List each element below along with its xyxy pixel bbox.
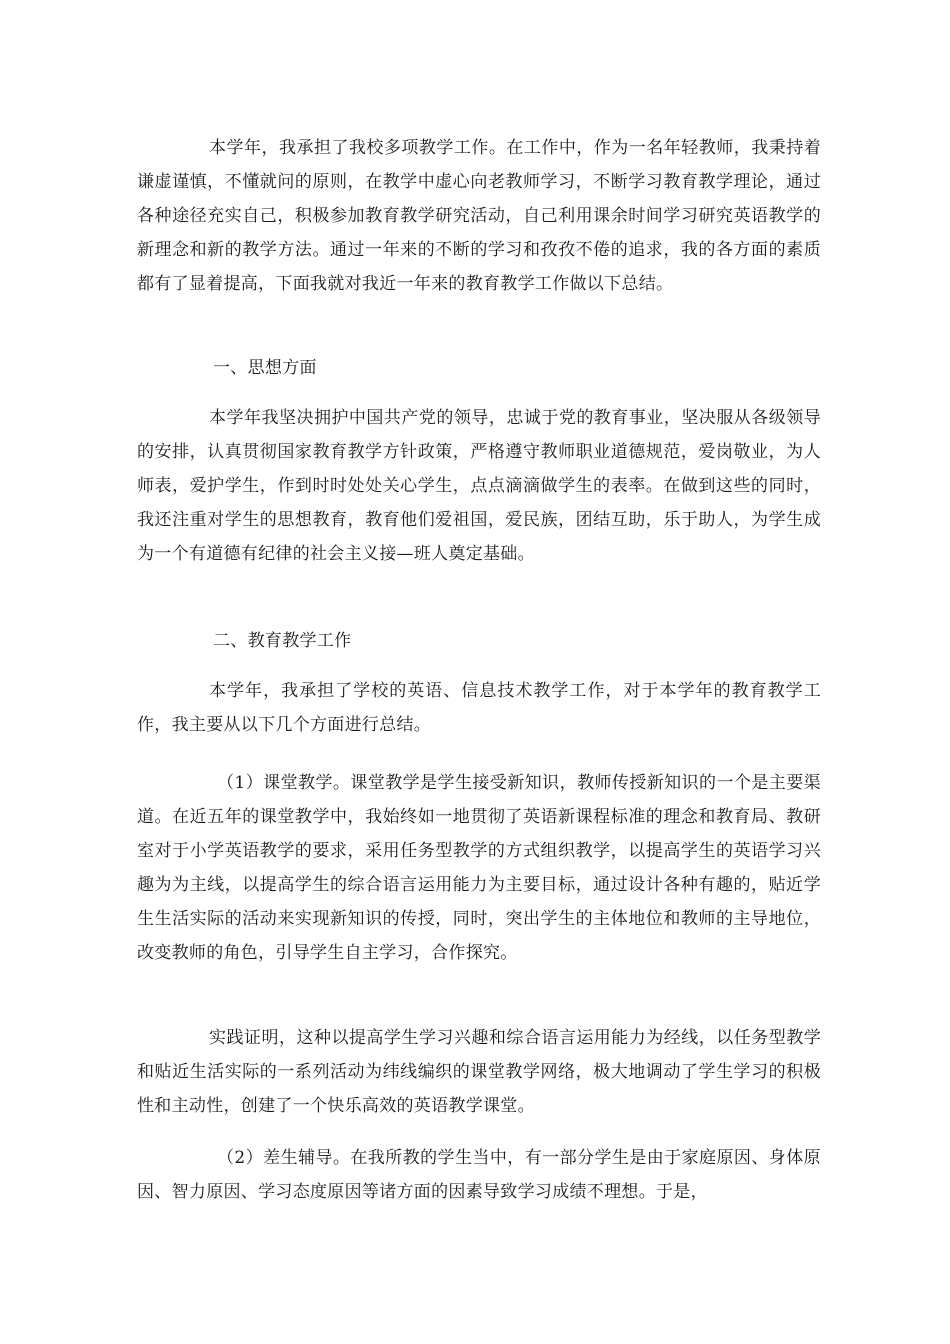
paragraph-classroom-teaching: （1）课堂教学。课堂教学是学生接受新知识，教师传授新知识的一个是主要渠道。在近五年的课堂教学中，我始终如一地贯彻了英语新课程标准的理念和教育局、教研室对于小学英语教学的要求，采用任务型教学的方式组织教学，以提高学生的英语学习兴趣为为主线，以提高学生的综合语言运用能力为主要目标，通过设计各种有趣的，贴近学生生活实际的活动来实现新知识的传授，同时，突出学生的主体地位和教师的主导地位，改变教师的角色，引导学生自主学习，合作探究。 (137, 773, 821, 963)
paragraph-intro: 本学年，我承担了我校多项教学工作。在工作中，作为一名年轻教师，我秉持着谦虚谨慎，不懂就问的原则，在教学中虚心向老教师学习，不断学习教育教学理论，通过各种途径充实自己，积极参加教育教学研究活动，自己利用课余时间学习研究英语教学的新理念和新的教学方法。通过一年来的不断的学习和孜孜不倦的追求，我的各方面的素质都有了显着提高，下面我就对我近一年来的教育教学工作做以下总结。 (137, 138, 821, 294)
paragraph-teaching-intro: 本学年，我承担了学校的英语、信息技术教学工作，对于本学年的教育教学工作，我主要从以下几个方面进行总结。 (137, 681, 821, 735)
paragraph-tutoring: （2）差生辅导。在我所教的学生当中，有一部分学生是由于家庭原因、身体原因、智力原因、学习态度原因等诸方面的因素导致学习成绩不理想。于是， (137, 1148, 821, 1202)
section-heading-ideology: 一、思想方面 (213, 358, 317, 378)
paragraph-ideology: 本学年我坚决拥护中国共产党的领导，忠诚于党的教育事业，坚决服从各级领导的安排，认真贯彻国家教育教学方针政策，严格遵守教师职业道德规范，爱岗敬业，为人师表，爱护学生，作到时时处处关心学生，点点滴滴做学生的表率。在做到这些的同时，我还注重对学生的思想教育，教育他们爱祖国，爱民族，团结互助，乐于助人，为学生成为一个有道德有纪律的社会主义接—班人奠定基础。 (137, 408, 821, 564)
section-heading-teaching-work: 二、教育教学工作 (213, 631, 352, 651)
paragraph-practice-proof: 实践证明，这种以提高学生学习兴趣和综合语言运用能力为经线，以任务型教学和贴近生活实际的一系列活动为纬线编织的课堂教学网络，极大地调动了学生学习的积极性和主动性，创建了一个快乐高效的英语教学课堂。 (137, 1028, 821, 1116)
